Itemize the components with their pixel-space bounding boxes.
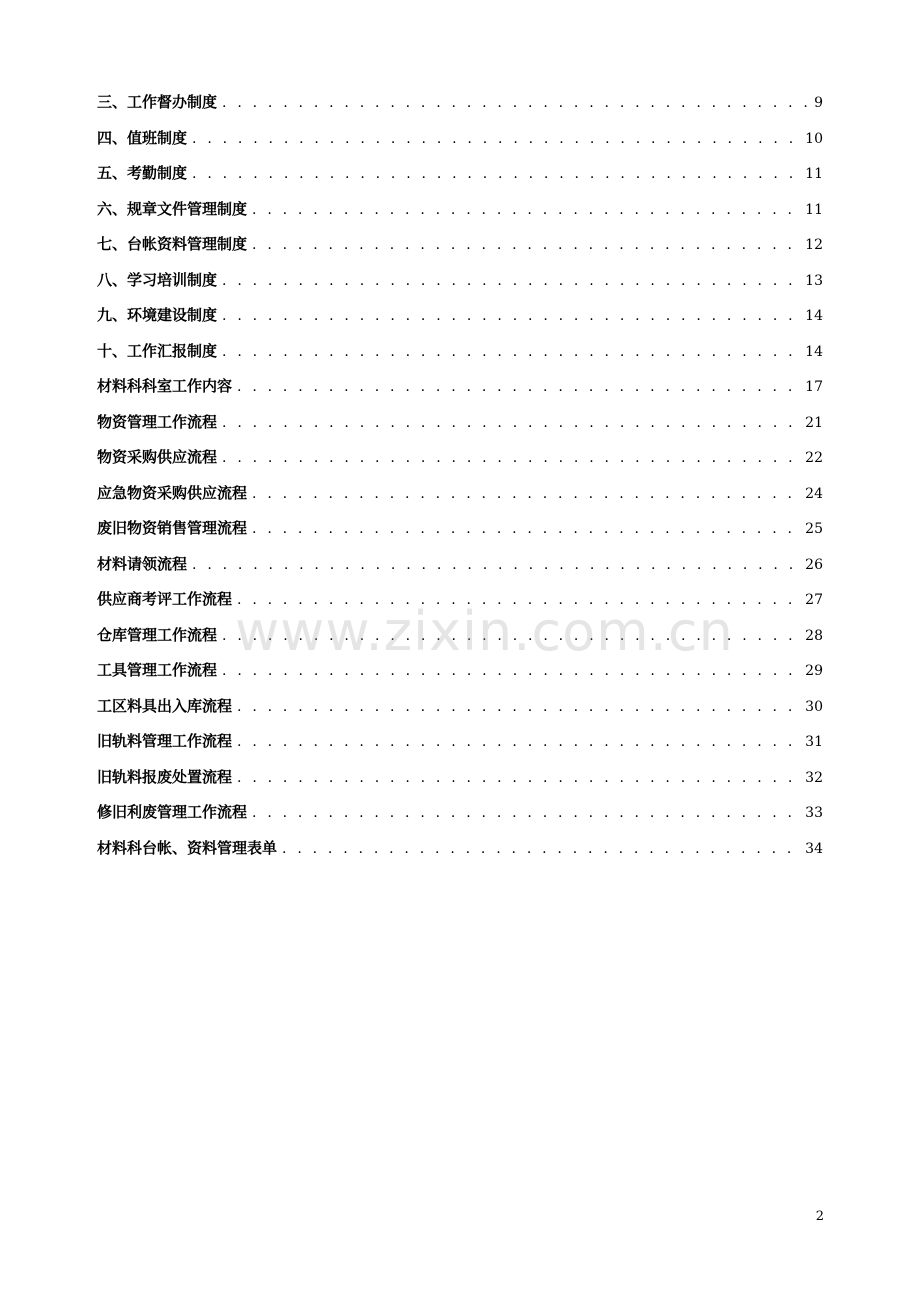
toc-entry-page: 14 xyxy=(805,343,823,360)
toc-entry-title: 九、环境建设制度 xyxy=(97,306,218,324)
toc-dot-leader xyxy=(252,515,802,543)
toc-entry-page: 10 xyxy=(805,130,823,147)
toc-dot-leader xyxy=(192,551,802,579)
toc-dot-leader xyxy=(237,373,802,401)
toc-entry-title: 供应商考评工作流程 xyxy=(97,590,233,608)
toc-entry[interactable] xyxy=(97,621,823,657)
toc-dot-leader xyxy=(222,409,802,437)
toc-entry-title: 五、考勤制度 xyxy=(97,164,188,182)
toc-entry-title: 七、台帐资料管理制度 xyxy=(97,235,248,253)
toc-dot-leader xyxy=(237,728,802,756)
toc-dot-leader xyxy=(237,693,802,721)
toc-entry-title: 物资采购供应流程 xyxy=(97,448,218,466)
toc-entry[interactable] xyxy=(97,124,823,160)
toc-dot-leader xyxy=(252,196,802,224)
toc-entry-title: 旧轨料管理工作流程 xyxy=(97,732,233,750)
toc-dot-leader xyxy=(222,338,802,366)
toc-entry-title: 仓库管理工作流程 xyxy=(97,625,218,644)
toc-entry-title: 物资管理工作流程 xyxy=(97,412,218,431)
toc-entry-page: 34 xyxy=(805,840,823,857)
toc-entry-page: 9 xyxy=(814,95,823,111)
toc-entry[interactable] xyxy=(97,514,823,550)
toc-entry-page: 29 xyxy=(805,663,823,679)
toc-entry-title: 十、工作汇报制度 xyxy=(97,341,218,360)
toc-entry[interactable] xyxy=(97,692,823,728)
toc-dot-leader xyxy=(282,835,802,863)
toc-entry[interactable] xyxy=(97,479,823,515)
toc-dot-leader xyxy=(222,444,802,472)
toc-dot-leader xyxy=(237,586,802,614)
toc-entry-page: 17 xyxy=(805,379,823,395)
toc-entry[interactable] xyxy=(97,301,823,337)
toc-entry[interactable] xyxy=(97,266,823,302)
toc-entry[interactable] xyxy=(97,763,823,799)
toc-entry[interactable] xyxy=(97,195,823,231)
toc-entry[interactable] xyxy=(97,337,823,373)
toc-entry-page: 11 xyxy=(805,166,823,182)
toc-entry[interactable] xyxy=(97,727,823,763)
toc-dot-leader xyxy=(252,231,802,259)
toc-entry-page: 25 xyxy=(805,521,823,537)
toc-entry-page: 27 xyxy=(805,592,823,608)
toc-dot-leader xyxy=(222,657,802,685)
toc-dot-leader xyxy=(252,799,802,827)
toc-entry-page: 32 xyxy=(805,769,823,786)
toc-entry-page: 30 xyxy=(805,698,823,715)
toc-entry-title: 应急物资采购供应流程 xyxy=(97,483,248,502)
toc-dot-leader xyxy=(222,622,802,650)
toc-entry-title: 八、学习培训制度 xyxy=(97,270,218,289)
toc-entry-page: 11 xyxy=(805,201,823,218)
toc-entry-title: 材料科科室工作内容 xyxy=(97,377,233,395)
toc-entry[interactable] xyxy=(97,585,823,621)
toc-dot-leader xyxy=(222,89,811,117)
toc-entry[interactable] xyxy=(97,88,823,124)
toc-dot-leader xyxy=(222,267,802,295)
toc-dot-leader xyxy=(192,160,802,188)
toc-entry-title: 六、规章文件管理制度 xyxy=(97,199,248,218)
toc-entry[interactable] xyxy=(97,159,823,195)
toc-entry-page: 28 xyxy=(805,627,823,644)
toc-entry[interactable] xyxy=(97,372,823,408)
toc-entry-page: 12 xyxy=(805,237,823,253)
toc-entry-page: 24 xyxy=(805,485,823,502)
toc-entry-title: 三、工作督办制度 xyxy=(97,93,218,111)
toc-entry[interactable] xyxy=(97,408,823,444)
toc-entry-page: 14 xyxy=(805,308,823,324)
toc-dot-leader xyxy=(192,125,802,153)
toc-entry[interactable] xyxy=(97,834,823,870)
toc-entry-page: 22 xyxy=(805,450,823,466)
toc-entry-title: 旧轨料报废处置流程 xyxy=(97,767,233,786)
toc-entry-page: 31 xyxy=(805,734,823,750)
toc-entry[interactable] xyxy=(97,798,823,834)
toc-entry-title: 四、值班制度 xyxy=(97,128,188,147)
toc-dot-leader xyxy=(252,480,802,508)
toc-entry-page: 33 xyxy=(805,805,823,821)
toc-entry[interactable] xyxy=(97,443,823,479)
toc-entry-title: 工区料具出入库流程 xyxy=(97,696,233,715)
toc-entry-title: 材料请领流程 xyxy=(97,554,188,573)
toc-entry-title: 材料科台帐、资料管理表单 xyxy=(97,838,278,857)
page-number: 2 xyxy=(815,1209,824,1224)
toc-entry-page: 13 xyxy=(805,272,823,289)
toc-dot-leader xyxy=(222,302,802,330)
toc-entry[interactable] xyxy=(97,656,823,692)
toc-entry-title: 修旧利废管理工作流程 xyxy=(97,803,248,821)
toc-entry-title: 工具管理工作流程 xyxy=(97,661,218,679)
toc-entry[interactable] xyxy=(97,550,823,586)
toc-dot-leader xyxy=(237,764,802,792)
watermark: www.zixin.com.cn xyxy=(235,600,734,663)
table-of-contents xyxy=(97,88,823,869)
toc-entry-title: 废旧物资销售管理流程 xyxy=(97,519,248,537)
toc-entry-page: 26 xyxy=(805,556,823,573)
toc-entry-page: 21 xyxy=(805,414,823,431)
toc-entry[interactable] xyxy=(97,230,823,266)
